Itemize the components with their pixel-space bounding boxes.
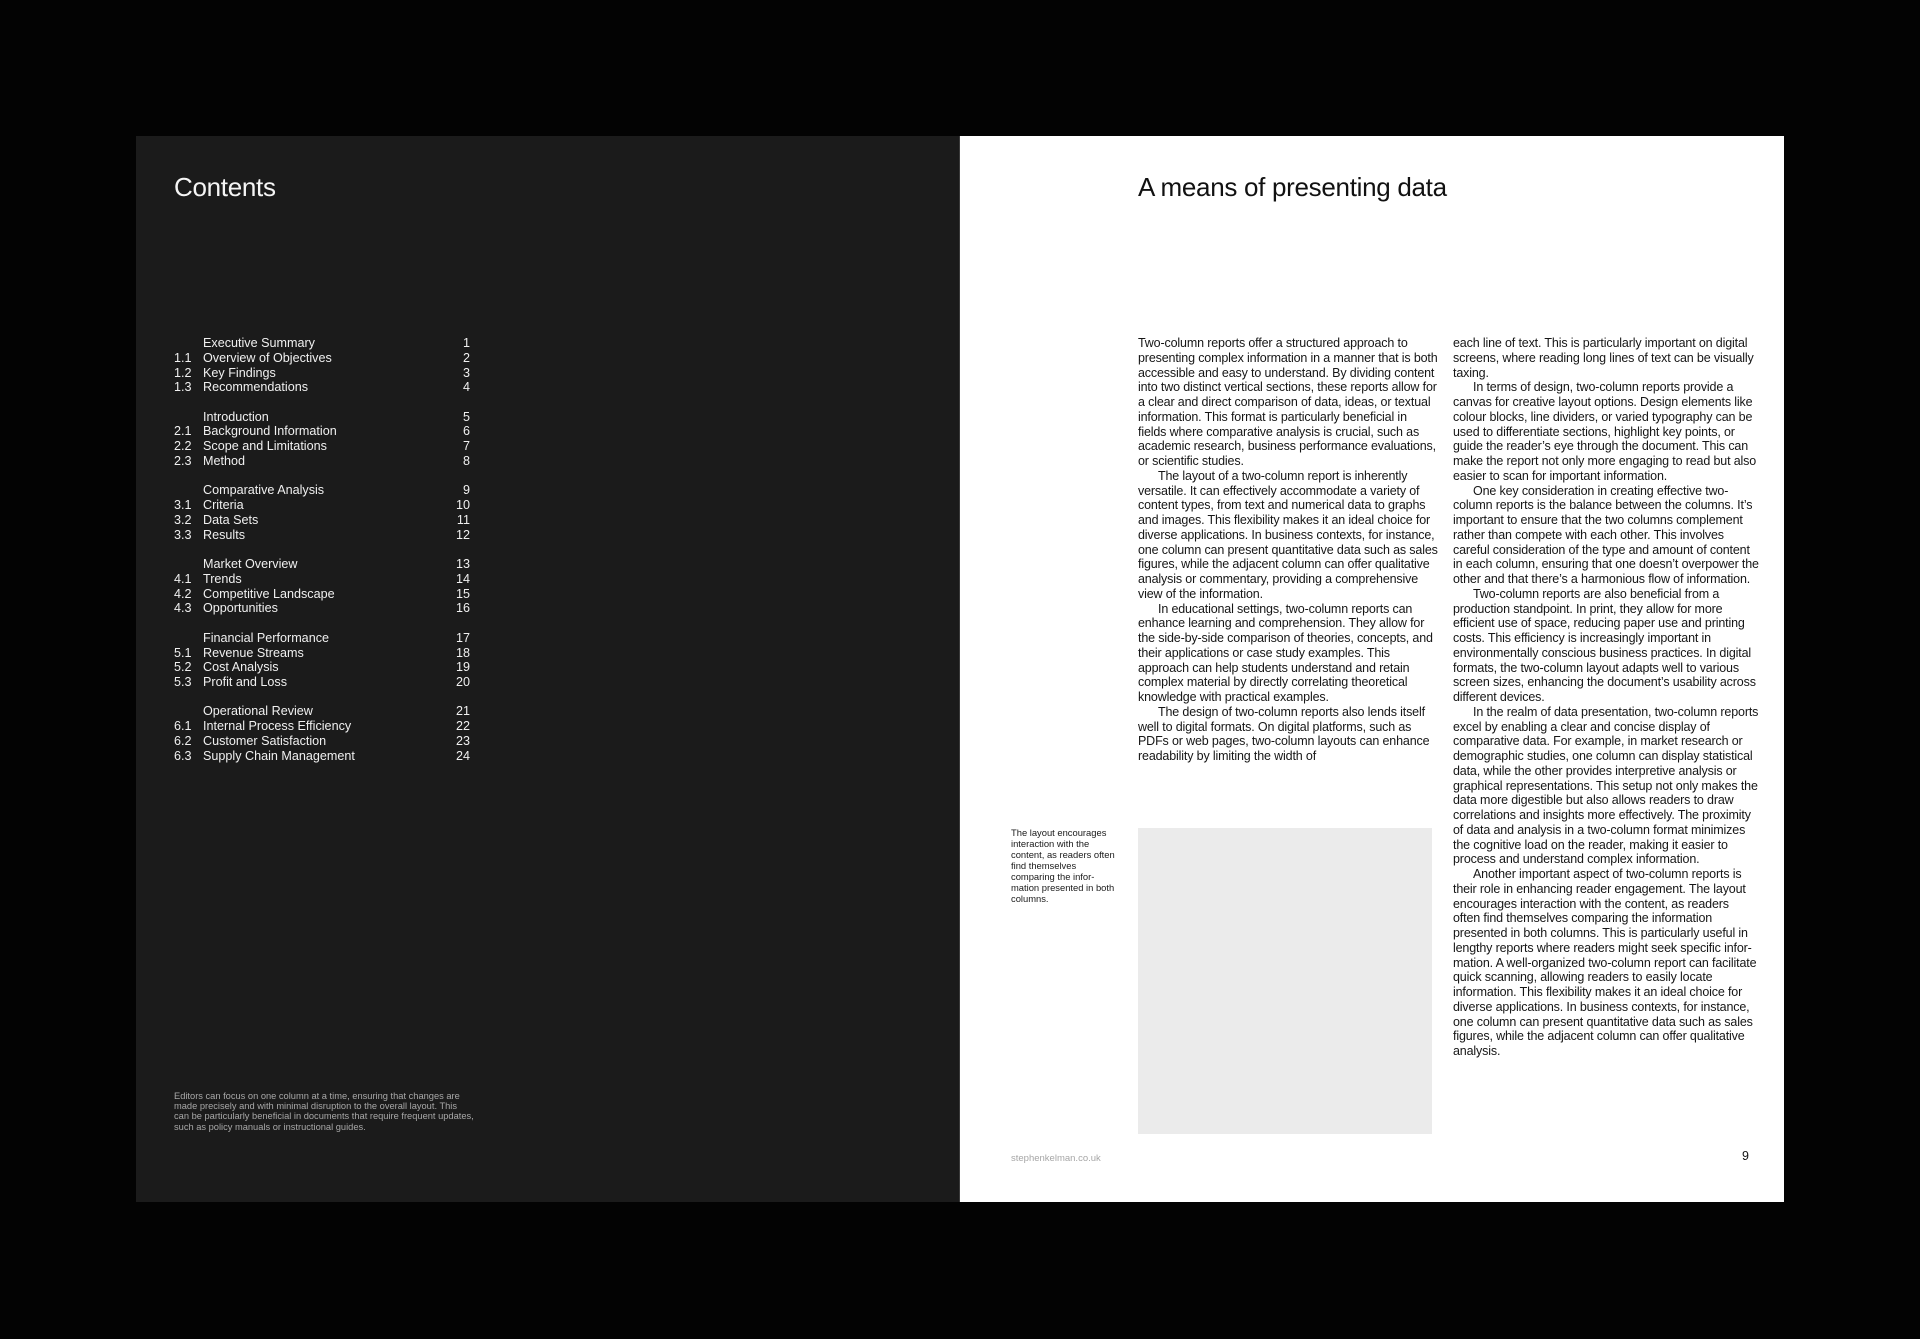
toc-number: 1.3 (174, 380, 192, 395)
toc-page-number: 3 (462, 365, 470, 380)
toc-page-number: 22 (455, 719, 470, 734)
toc-label: Operational Review (203, 704, 313, 719)
toc-section-4 (174, 557, 470, 616)
toc-entry[interactable] (174, 719, 470, 734)
toc-page-number: 24 (455, 748, 470, 763)
toc-label: Background Information (203, 424, 337, 439)
toc-section-2 (174, 410, 470, 469)
article-title: A means of presenting data (1138, 172, 1447, 202)
toc-page-number: 11 (456, 512, 470, 527)
toc-entry[interactable] (174, 439, 470, 454)
toc-number: 6.1 (174, 719, 192, 734)
contents-title: Contents (174, 172, 276, 202)
article-page (960, 136, 1784, 1202)
toc-number (174, 557, 203, 572)
paragraph: Another important aspect of two-column reports is their role in enhancing reader engagement. The layout encourages interaction with the content, as readers often find themselves comparing the information presented in both columns. This is particularly useful in lengthy reports where readers might seek specific information. A well-organized two-column report can facilitate quick scanning, allowing readers to easily locate information. This flexibility makes it an ideal choice for diverse applications. In business contexts, for instance, one column can present quantitative data such as sales figures, while the adjacent column can offer qualitative analysis. (1453, 867, 1757, 1058)
toc-label: Executive Summary (203, 336, 315, 350)
paragraph: Two-column reports offer a structured approach to presenting complex information in a manner that is both accessible and easy to understand. By dividing content into two distinct vertical sections, these reports allow for a clear and direct comparison of data, ideas, or textual information. This format is particularly beneficial in fields where comparative analysis is crucial, such as academic research, business performance evaluations, or scientific studies. (1138, 336, 1438, 468)
toc-entry[interactable] (174, 660, 470, 675)
toc-number: 6.3 (174, 748, 192, 763)
toc-entry[interactable] (174, 351, 470, 366)
toc-number: 4.1 (174, 571, 192, 586)
toc-page-number: 12 (455, 527, 470, 542)
paragraph: In terms of design, two-column reports provide a canvas for creative layout options. Design elements like colour blocks, line dividers, or varied typography can be used to differentiate sections, highlight key points, or guide the reader’s eye through the document. This can make the report not only more engaging to read but also easier to scan for important information. (1453, 380, 1757, 483)
toc-page-number: 9 (462, 483, 470, 498)
toc-label: Profit and Loss (203, 675, 288, 689)
toc-number: 1.1 (174, 350, 192, 365)
toc-entry[interactable] (174, 528, 470, 543)
toc-page-number: 2 (462, 350, 470, 365)
toc-label: Cost Analysis (203, 660, 279, 675)
toc-label: Introduction (203, 409, 269, 424)
toc-label: Results (203, 527, 245, 542)
toc-label: Overview of Objectives (203, 350, 332, 365)
toc-page-number: 19 (455, 660, 470, 675)
toc-label: Revenue Streams (203, 645, 304, 660)
toc-label: Recommendations (203, 380, 308, 395)
toc-entry[interactable] (174, 483, 470, 498)
toc-number: 2.3 (174, 453, 192, 468)
document-spread (136, 136, 1784, 1202)
toc-section-3 (174, 483, 470, 542)
toc-page-number: 14 (455, 571, 470, 586)
toc-page-number: 1 (462, 336, 470, 350)
toc-entry[interactable] (174, 704, 470, 719)
toc-number: 3.2 (174, 512, 192, 527)
toc-page-number: 18 (455, 645, 470, 660)
toc-page-number: 20 (455, 675, 470, 689)
toc-label: Method (203, 453, 246, 468)
toc-number: 5.3 (174, 675, 192, 689)
toc-entry[interactable] (174, 557, 470, 572)
text-column-1 (1138, 336, 1438, 764)
paragraph: The design of two-column reports also lends itself well to digital formats. On digital platforms, such as PDFs or web pages, two-column layouts can enhance readability by limiting the width of (1138, 704, 1430, 763)
toc-number: 2.1 (174, 424, 192, 439)
toc-number: 1.2 (174, 365, 192, 380)
toc-page-number: 4 (462, 380, 470, 395)
toc-entry[interactable] (174, 646, 470, 661)
toc-number: 3.1 (174, 498, 192, 513)
image-caption: The layout encourages interaction with the content, as readers often find themselves comparing the information presented in both columns. (1011, 827, 1115, 904)
toc-label: Data Sets (203, 512, 259, 527)
toc-label: Comparative Analysis (203, 483, 325, 498)
paragraph: One key consideration in creating effective two-column reports is the balance between the columns. It’s important to ensure that the two columns complement rather than compete with each other. This involves careful consideration of the type and amount of content in each column, ensuring that one doesn’t overpower the other and that there’s a harmonious flow of information. (1453, 483, 1759, 586)
toc-page-number: 13 (455, 557, 470, 572)
toc-entry[interactable] (174, 631, 470, 646)
toc-page-number: 7 (462, 439, 470, 454)
toc-number (174, 336, 203, 351)
toc-entry[interactable] (174, 675, 470, 690)
toc-section-1 (174, 336, 470, 395)
toc-label: Customer Satisfaction (203, 733, 327, 748)
toc-entry[interactable] (174, 336, 470, 351)
toc-label: Competitive Landscape (203, 586, 335, 601)
toc-section-5 (174, 631, 470, 690)
editors-note: Editors can focus on one column at a time, ensuring that changes are made precisely and with minimal disruption to the overall layout. This can be particularly beneficial in documents that require frequent updates, such as policy manuals or instructional guides. (174, 1091, 474, 1132)
toc-entry[interactable] (174, 587, 470, 602)
toc-page-number: 6 (462, 424, 470, 439)
toc-section-6 (174, 704, 470, 763)
toc-number: 5.2 (174, 660, 192, 675)
toc-entry[interactable] (174, 366, 470, 381)
paragraph: In the realm of data presentation, two-column reports excel by enabling a clear and concise display of comparative data. For example, in market research or demographic studies, one column can display statistical data, while the other provides interpretive analysis or graphical representations. This setup not only makes the data more digestible but also allows readers to draw correlations and insights more effectively. The proximity of data and analysis in a two-column format minimizes the cognitive load on the reader, making it easier to process and understand complex information. (1453, 704, 1759, 867)
toc-number: 2.2 (174, 439, 192, 454)
toc-entry[interactable] (174, 410, 470, 425)
paragraph: each line of text. This is particularly important on digital screens, where reading long lines of text can be visually taxing. (1453, 336, 1754, 380)
toc-number: 4.2 (174, 586, 192, 601)
toc-page-number: 8 (462, 453, 470, 468)
toc-number: 4.3 (174, 601, 192, 616)
paragraph: In educational settings, two-column reports can enhance learning and comprehension. They allow for the side-by-side comparison of theories, concepts, and their applications or case study examples. This approach can help students understand and retain complex material by directly correlating theoretical knowledge with practical examples. (1138, 601, 1433, 704)
toc-label: Supply Chain Management (203, 748, 355, 763)
toc-page-number: 21 (455, 704, 470, 719)
toc-label: Trends (203, 571, 242, 586)
toc-entry[interactable] (174, 749, 470, 764)
paragraph: The layout of a two-column report is inherently versatile. It can effectively accommodate a variety of content types, from text and numerical data to graphs and images. This flexibility makes it an ideal choice for diverse applications. In business contexts, for instance, one column can present quantitative data such as sales figures, while the adjacent column can offer qualitative analysis or commentary, providing a comprehensive view of the information. (1138, 468, 1438, 601)
text-column-2 (1453, 336, 1759, 1059)
toc-number (174, 483, 203, 498)
toc-entry[interactable] (174, 572, 470, 587)
toc-page-number: 23 (455, 733, 470, 748)
page-number: 9 (1742, 1149, 1749, 1163)
toc-label: Market Overview (203, 557, 298, 572)
toc-page-number: 15 (455, 586, 470, 601)
toc-number: 3.3 (174, 527, 192, 542)
toc-page-number: 17 (455, 630, 470, 645)
toc-number: 5.1 (174, 645, 192, 660)
toc-label: Opportunities (203, 601, 278, 616)
footer-url[interactable]: stephenkelman.co.uk (1011, 1153, 1101, 1164)
toc-number (174, 631, 203, 646)
toc-label: Criteria (203, 498, 244, 513)
toc-label: Scope and Limitations (203, 439, 327, 454)
toc-number: 6.2 (174, 733, 192, 748)
paragraph: Two-column reports are also beneficial from a production standpoint. In print, they allow for more efficient use of space, reducing paper use and printing costs. This efficiency is increasingly important in environmentally conscious business practices. In digital formats, the two-column layout adapts well to various screen sizes, enhancing the document’s usability across different devices. (1453, 586, 1756, 704)
toc-label: Internal Process Efficiency (203, 719, 352, 734)
toc-label: Financial Performance (203, 630, 329, 645)
toc-entry[interactable] (174, 380, 470, 395)
toc-entry[interactable] (174, 454, 470, 469)
image-placeholder (1138, 828, 1432, 1134)
toc-page-number: 16 (455, 601, 470, 616)
toc-entry[interactable] (174, 601, 470, 616)
contents-page (136, 136, 959, 1202)
toc-entry[interactable] (174, 424, 470, 439)
toc-label: Key Findings (203, 365, 276, 380)
toc-entry[interactable] (174, 734, 470, 749)
toc-page-number: 10 (455, 498, 470, 513)
table-of-contents (174, 336, 470, 778)
toc-page-number: 5 (462, 409, 470, 424)
toc-entry[interactable] (174, 498, 470, 513)
toc-number (174, 410, 203, 425)
toc-entry[interactable] (174, 513, 470, 528)
toc-number (174, 704, 203, 719)
